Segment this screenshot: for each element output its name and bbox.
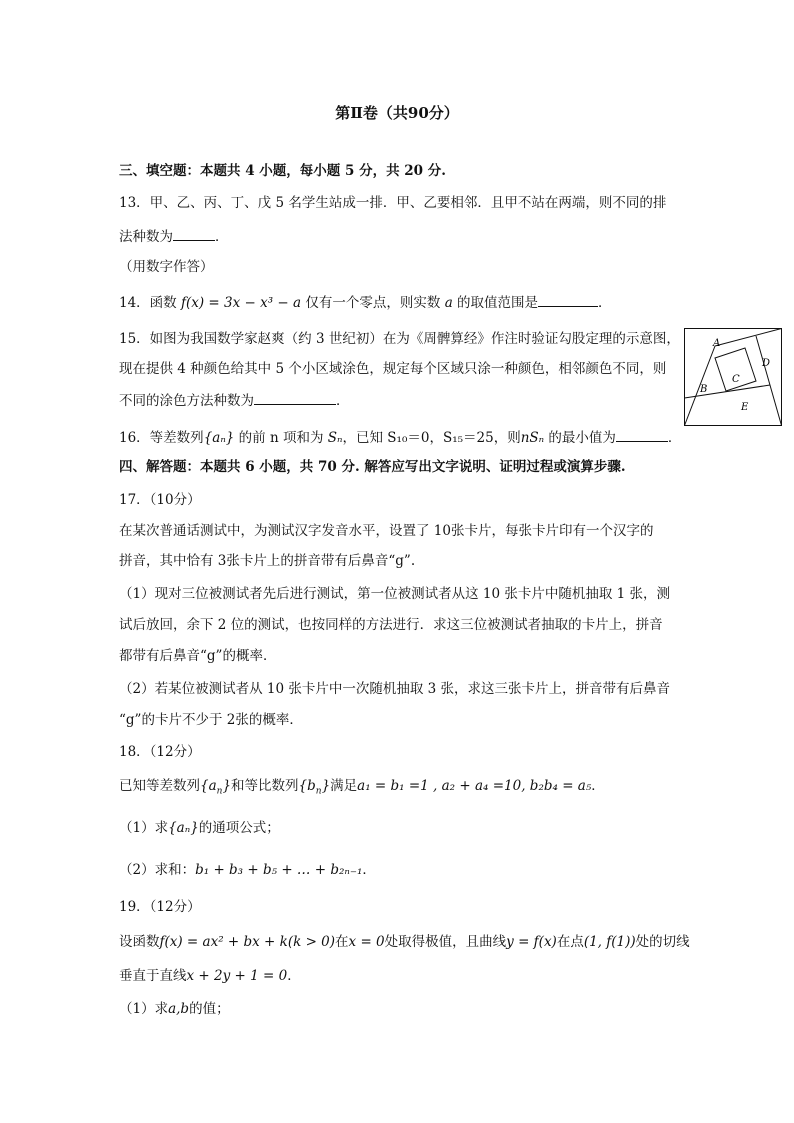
q18-p2-prefix: （2）求和： bbox=[119, 862, 196, 878]
q16-suffix: 的最小值为 bbox=[544, 430, 616, 446]
q14-prefix: 14．函数 bbox=[119, 295, 181, 311]
q15-line2: 现在提供 4 种颜色给其中 5 个小区域涂色，规定每个区域只涂一种颜色，相邻颜色不同，则 bbox=[119, 361, 667, 377]
q13-line2-text: 法种数为 bbox=[119, 229, 173, 245]
q18-stem bbox=[119, 777, 605, 801]
q19-stem2-end: ． bbox=[287, 968, 301, 984]
q15-line1: 15．如图为我国数学家赵爽（约 3 世纪初）在为《周髀算经》作注时验证勾股定理的示意图， bbox=[119, 331, 680, 347]
q16-prefix: 16．等差数列 bbox=[119, 430, 204, 446]
q18-part1 bbox=[119, 819, 280, 837]
q18-condition: a₁ = b₁ =1 , a₂ + a₄ =10, b₂b₄ = a₅ bbox=[357, 778, 592, 794]
figure-line-3 bbox=[756, 336, 782, 426]
q18-p1-seq: {aₙ} bbox=[168, 820, 199, 836]
q15-line3: 不同的涂色方法种数为 ． bbox=[119, 390, 350, 410]
q18-p1-prefix: （1）求 bbox=[119, 820, 169, 836]
q17-stem1: 在某次普通话测试中，为测试汉字发音水平，设置了 10张卡片，每张卡片印有一个汉字的 bbox=[119, 523, 654, 539]
q14-suffix: 的取值范围是 bbox=[452, 295, 539, 311]
q13-line2: 法种数为 ． bbox=[119, 226, 229, 246]
q14-line: 14．函数 f(x) = 3x − x³ − a 仅有一个零点，则实数 a 的取值范围是 ． bbox=[119, 292, 612, 312]
q19-stem1-prefix: 设函数 bbox=[119, 934, 160, 950]
section4-header: 四、解答题：本题共 6 小题，共 70 分. 解答应写出文字说明、证明过程或演算步骤. bbox=[119, 459, 626, 475]
q17-p1-line3: 都带有后鼻音“g”的概率． bbox=[119, 648, 277, 664]
q18-seq-a: $\{a_n\}$ bbox=[200, 778, 232, 797]
q15-line3-text: 不同的涂色方法种数为 bbox=[119, 393, 254, 409]
q16-sn: Sₙ bbox=[327, 430, 343, 446]
q18-p1-suffix: 的通项公式； bbox=[198, 820, 280, 836]
q17-label: 17．（10分） bbox=[119, 492, 201, 508]
q19-curve: y = f(x) bbox=[506, 934, 557, 950]
q18-stem-prefix: 已知等差数列 bbox=[119, 778, 200, 794]
q19-label: 19．（12分） bbox=[119, 899, 201, 915]
q16-mid2: ，已知 S₁₀＝0，S₁₅＝25，则 bbox=[342, 430, 521, 446]
q19-stem1-mid: 在 bbox=[335, 934, 349, 950]
figure-label-e: E bbox=[741, 402, 749, 413]
figure-label-d: D bbox=[762, 358, 771, 369]
q14-formula: f(x) = 3x − x³ − a bbox=[180, 295, 302, 311]
q19-p1-suffix: 的值； bbox=[189, 1001, 230, 1017]
q18-part2 bbox=[119, 861, 376, 879]
q19-line-eq: x + 2y + 1 = 0 bbox=[186, 968, 288, 984]
q18-p2-formula: b₁ + b₃ + b₅ + … + b₂ₙ₋₁ bbox=[195, 862, 363, 878]
q14-var: a bbox=[444, 295, 453, 311]
figure-line-2 bbox=[715, 329, 782, 347]
q18-p2-suffix: ． bbox=[362, 862, 376, 878]
q19-stem1-end: 处的切线 bbox=[635, 934, 690, 950]
q16-line: 16．等差数列{aₙ} 的前 n 项和为 Sₙ，已知 S₁₀＝0，S₁₅＝25，则nSₙ 的最小值为 ． bbox=[119, 427, 681, 447]
q16-answer-blank[interactable] bbox=[616, 427, 668, 442]
q17-p2-line2: “g”的卡片不少于 2张的概率． bbox=[119, 712, 303, 728]
q19-function: f(x) = ax² + bx + k(k > 0) bbox=[159, 934, 336, 950]
q19-p1-prefix: （1）求 bbox=[119, 1001, 169, 1017]
q17-p1-line1: （1）现对三位被测试者先后进行测试，第一位被测试者从这 10 张卡片中随机抽取 1 张，测 bbox=[119, 586, 671, 602]
section3-header: 三、填空题：本题共 4 小题，每小题 5 分，共 20 分. bbox=[119, 163, 446, 179]
q13-answer-blank[interactable] bbox=[173, 226, 215, 241]
figure-label-a: A bbox=[713, 338, 721, 349]
q19-stem1 bbox=[119, 933, 690, 951]
q19-point: (1, f(1)) bbox=[583, 934, 636, 950]
q16-mid1: 的前 n 项和为 bbox=[234, 430, 328, 446]
figure-label-b: B bbox=[700, 384, 708, 395]
q19-part1 bbox=[119, 1000, 230, 1018]
q19-stem2-prefix: 垂直于直线 bbox=[119, 968, 187, 984]
figure-label-c: C bbox=[732, 374, 740, 385]
q18-stem-end: ． bbox=[591, 778, 605, 794]
page-title: 第Ⅱ卷（共90分） bbox=[335, 104, 459, 122]
q18-stem-mid: 和等比数列 bbox=[231, 778, 299, 794]
q17-p2-line1: （2）若某位被测试者从 10 张卡片中一次随机抽取 3 张，求这三张卡片上，拼音带有后鼻音 bbox=[119, 681, 671, 697]
q18-stem-mid2: 满足 bbox=[330, 778, 358, 794]
q17-p1-line2: 试后放回，余下 2 位的测试，也按同样的方法进行．求这三位被测试者抽取的卡片上，拼音 bbox=[119, 617, 663, 633]
q19-p1-ab: a,b bbox=[168, 1001, 190, 1017]
q13-line1: 13．甲、乙、丙、丁、戊 5 名学生站成一排．甲、乙要相邻．且甲不站在两端，则不同的排 bbox=[119, 195, 667, 211]
q16-seq: {aₙ} bbox=[203, 430, 235, 446]
q17-stem2: 拼音，其中恰有 3张卡片上的拼音带有后鼻音“g”. bbox=[119, 553, 416, 569]
q14-middle: 仅有一个零点，则实数 bbox=[301, 295, 445, 311]
q19-x0: x = 0 bbox=[348, 934, 385, 950]
q14-answer-blank[interactable] bbox=[538, 292, 598, 307]
zhao-shuang-figure bbox=[684, 328, 782, 426]
q13-note: （用数字作答） bbox=[119, 259, 214, 275]
q19-stem2 bbox=[119, 967, 301, 985]
q15-answer-blank[interactable] bbox=[254, 390, 336, 405]
q19-stem1-mid3: 在点 bbox=[556, 934, 584, 950]
q18-seq-b: $\{b_n\}$ bbox=[298, 778, 331, 797]
q19-stem1-mid2: 处取得极值，且曲线 bbox=[384, 934, 507, 950]
q16-nsn: nSₙ bbox=[520, 430, 545, 446]
q18-label: 18．（12分） bbox=[119, 744, 201, 760]
